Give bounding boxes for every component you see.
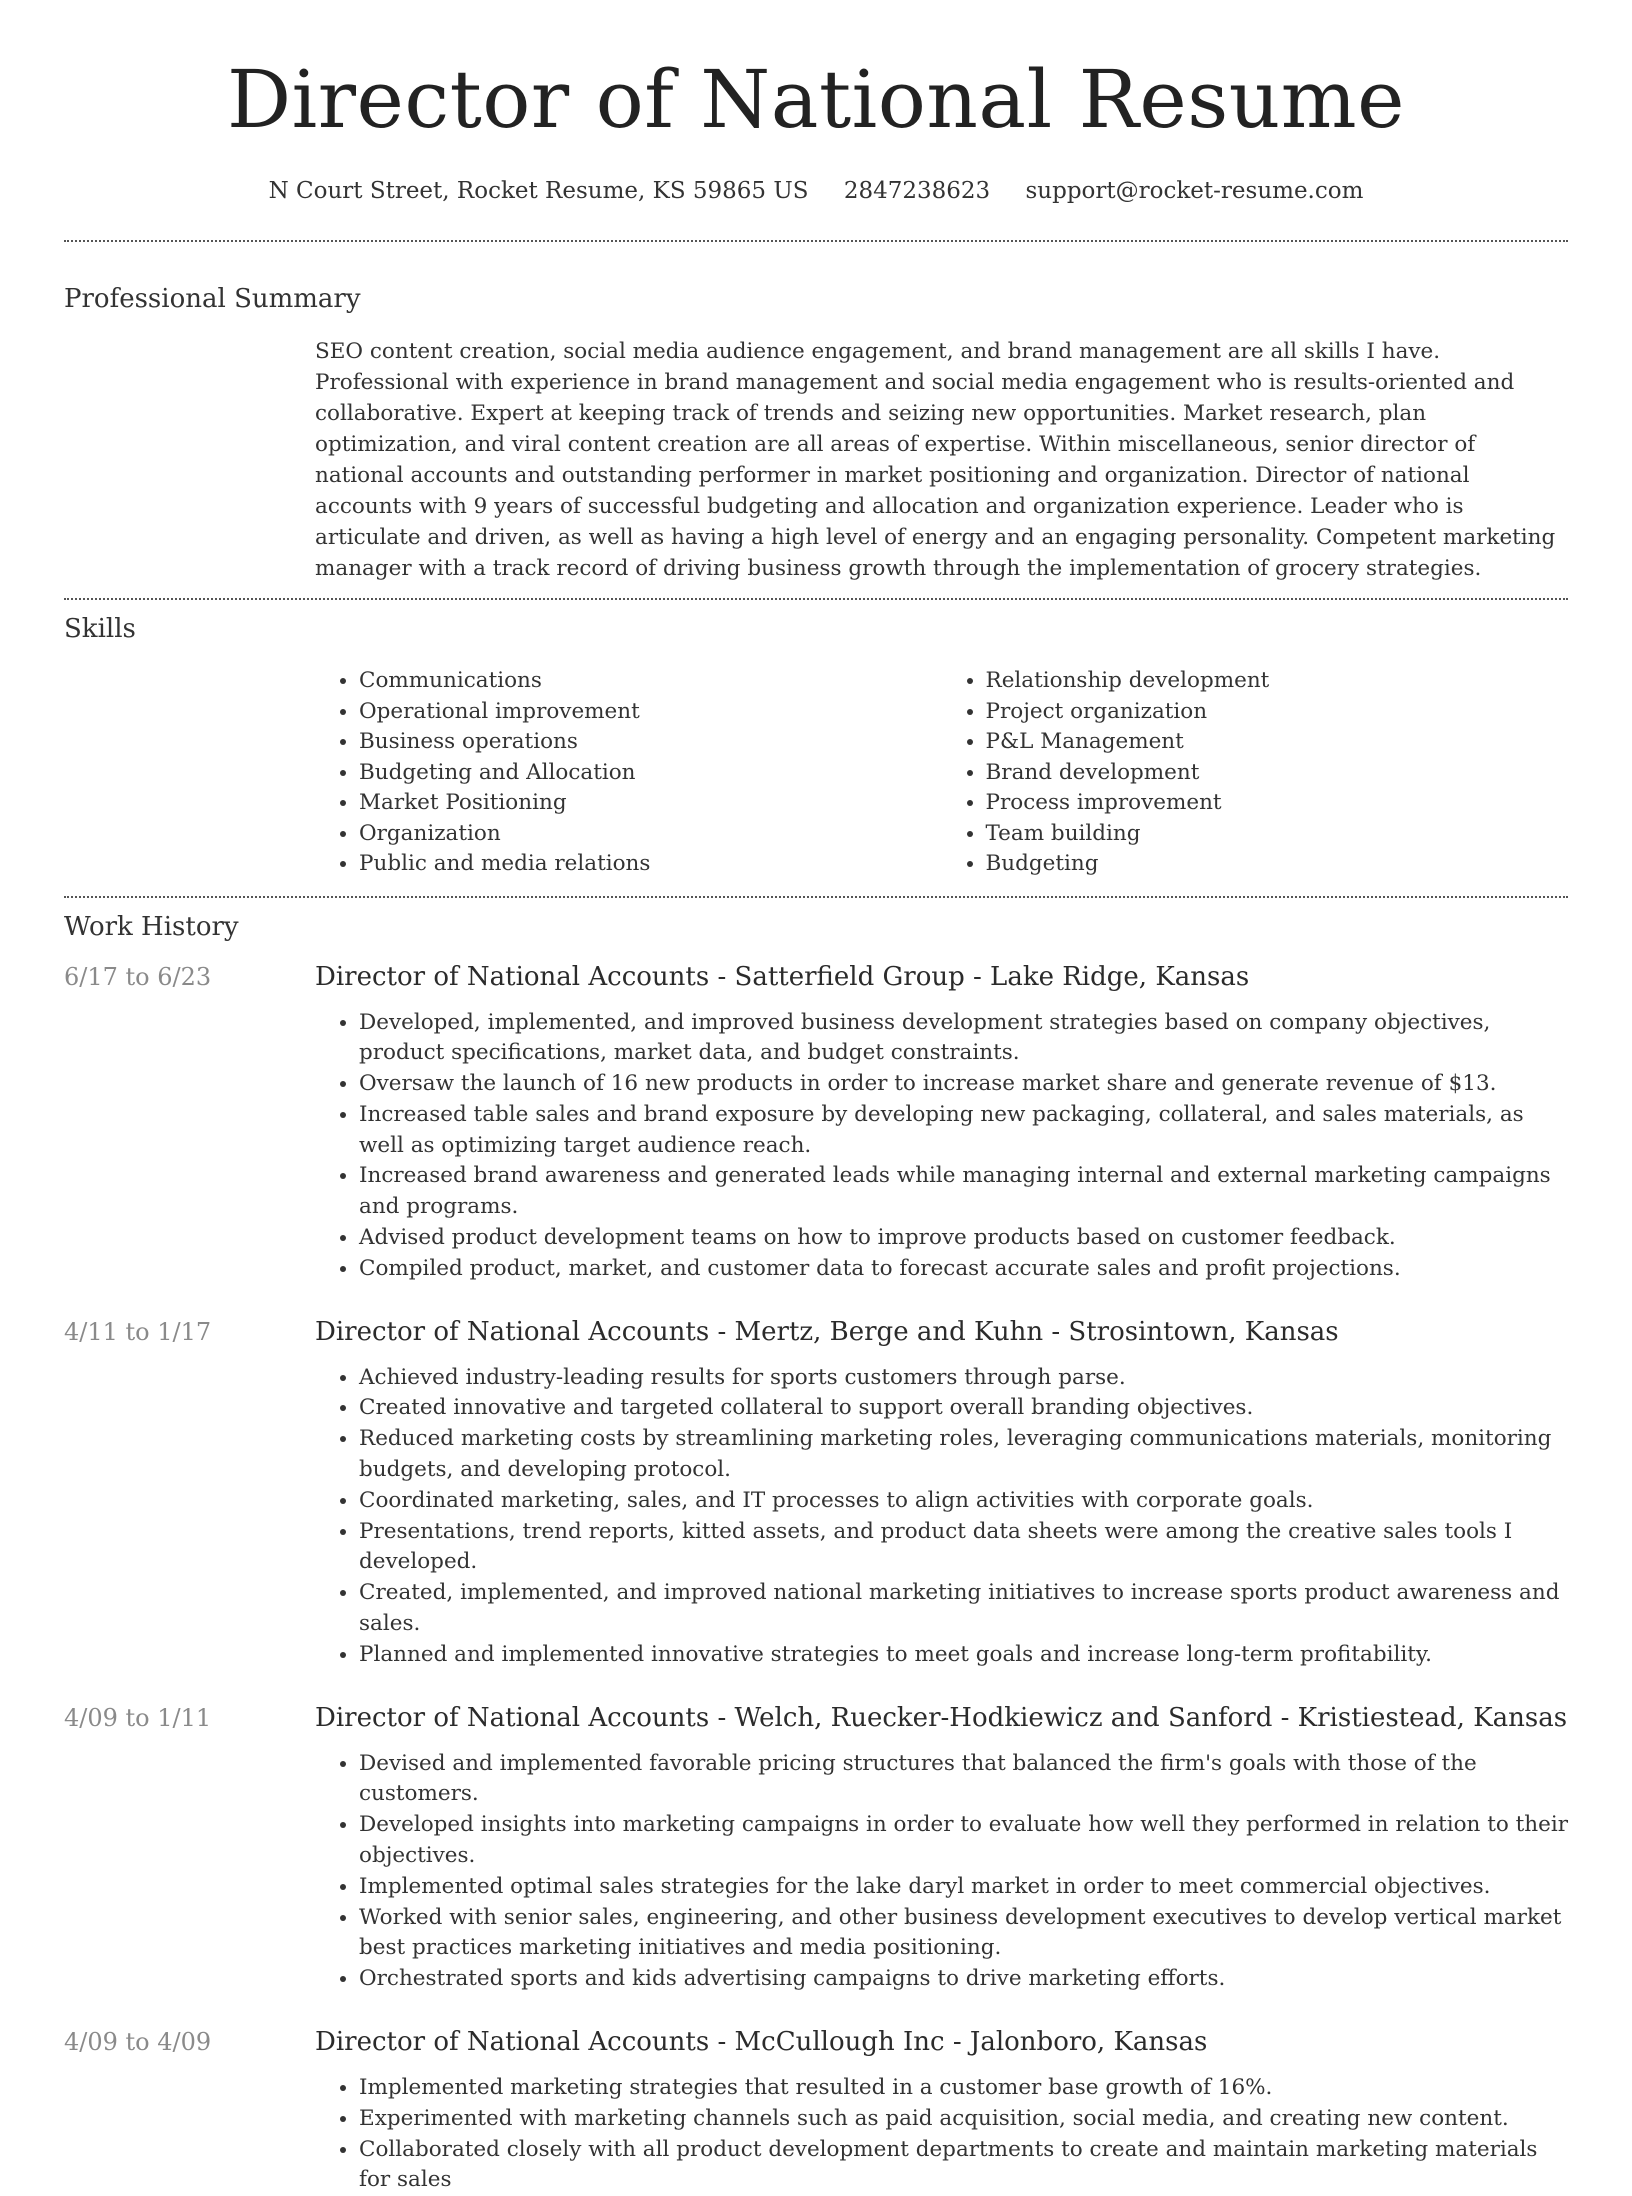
skill-item: • Process improvement xyxy=(986,788,1569,819)
job-bullet: • Orchestrated sports and kids advertising campaigns to drive marketing efforts. xyxy=(359,1964,1568,1995)
skill-item: • Communications xyxy=(359,666,942,697)
skill-item: • Market Positioning xyxy=(359,788,942,819)
contact-address: N Court Street, Rocket Resume, KS 59865 US xyxy=(269,178,809,204)
job-entry xyxy=(64,2025,1568,2196)
job-dates: 4/09 to 1/11 xyxy=(64,1701,315,1995)
contact-email[interactable]: support@rocket-resume.com xyxy=(1025,178,1363,204)
job-bullet: • Increased brand awareness and generated leads while managing internal and external marketing campaigns and programs. xyxy=(359,1161,1568,1223)
job-details xyxy=(315,960,1568,1285)
job-title: Director of National Accounts - McCullough Inc - Jalonboro, Kansas xyxy=(315,2025,1568,2059)
skill-item: • Brand development xyxy=(986,758,1569,789)
skills-list-left xyxy=(315,666,942,880)
job-bullet: • Devised and implemented favorable pricing structures that balanced the firm's goals with those of the customers. xyxy=(359,1749,1568,1811)
job-bullet: • Reduced marketing costs by streamlining marketing roles, leveraging communications materials, monitoring budgets, and developing protocol. xyxy=(359,1424,1568,1486)
work-section xyxy=(64,898,1568,2196)
job-bullets xyxy=(315,2073,1568,2196)
skills-section xyxy=(64,600,1568,880)
job-bullet: • Worked with senior sales, engineering, and other business development executives to develop vertical market best practices marketing initiatives and media positioning. xyxy=(359,1903,1568,1965)
job-bullet: • Presentations, trend reports, kitted assets, and product data sheets were among the creative sales tools I developed. xyxy=(359,1517,1568,1579)
section-title-work: Work History xyxy=(64,912,1568,942)
job-dates: 4/11 to 1/17 xyxy=(64,1315,315,1671)
job-title: Director of National Accounts - Mertz, Berge and Kuhn - Strosintown, Kansas xyxy=(315,1315,1568,1349)
job-dates: 4/09 to 4/09 xyxy=(64,2025,315,2196)
job-bullet: • Implemented marketing strategies that resulted in a customer base growth of 16%. xyxy=(359,2073,1568,2104)
job-bullets xyxy=(315,1008,1568,1285)
skill-item: • Relationship development xyxy=(986,666,1569,697)
job-bullet: • Developed insights into marketing campaigns in order to evaluate how well they performed in relation to their objectives. xyxy=(359,1810,1568,1872)
section-title-summary: Professional Summary xyxy=(64,284,1568,314)
summary-section xyxy=(64,242,1568,584)
contact-line xyxy=(64,178,1568,204)
contact-phone: 2847238623 xyxy=(844,178,990,204)
job-bullet: • Oversaw the launch of 16 new products in order to increase market share and generate revenue of $13. xyxy=(359,1069,1568,1100)
job-details xyxy=(315,1315,1568,1671)
resume-title: Director of National Resume xyxy=(64,0,1568,148)
skills-columns xyxy=(315,666,1568,880)
job-details xyxy=(315,2025,1568,2196)
job-bullet: • Experimented with marketing channels such as paid acquisition, social media, and creating new content. xyxy=(359,2104,1568,2135)
skills-list-right xyxy=(942,666,1569,880)
job-title: Director of National Accounts - Welch, Ruecker-Hodkiewicz and Sanford - Kristiestead, Kansas xyxy=(315,1701,1568,1735)
job-title: Director of National Accounts - Satterfield Group - Lake Ridge, Kansas xyxy=(315,960,1568,994)
skill-item: • Budgeting xyxy=(986,849,1569,880)
job-details xyxy=(315,1701,1568,1995)
job-bullet: • Developed, implemented, and improved business development strategies based on company objectives, product specifications, market data, and budget constraints. xyxy=(359,1008,1568,1070)
skill-item: • Team building xyxy=(986,819,1569,850)
job-entry xyxy=(64,960,1568,1285)
skill-item: • Operational improvement xyxy=(359,697,942,728)
job-bullets xyxy=(315,1749,1568,1995)
skill-item: • Project organization xyxy=(986,697,1569,728)
job-bullet: • Advised product development teams on how to improve products based on customer feedback. xyxy=(359,1223,1568,1254)
job-list xyxy=(64,960,1568,2196)
skill-item: • P&L Management xyxy=(986,727,1569,758)
job-bullet: • Compiled product, market, and customer data to forecast accurate sales and profit projections. xyxy=(359,1254,1568,1285)
summary-text: SEO content creation, social media audience engagement, and brand management are all skills I have. Professional with experience in brand management and social media engagement who is results-oriented and collaborative. Expert at keeping track of trends and seizing new opportunities. Market research, plan optimization, and viral content creation are all areas of expertise. Within miscellaneous, senior director of national accounts and outstanding performer in market positioning and organization. Director of national accounts with 9 years of successful budgeting and allocation and organization experience. Leader who is articulate and driven, as well as having a high level of energy and an engaging personality. Competent marketing manager with a track record of driving business growth through the implementation of grocery strategies. xyxy=(315,336,1568,584)
skill-item: • Organization xyxy=(359,819,942,850)
skill-item: • Budgeting and Allocation xyxy=(359,758,942,789)
job-bullet: • Increased table sales and brand exposure by developing new packaging, collateral, and sales materials, as well as optimizing target audience reach. xyxy=(359,1100,1568,1162)
job-bullet: • Implemented optimal sales strategies for the lake daryl market in order to meet commercial objectives. xyxy=(359,1872,1568,1903)
job-bullet: • Created, implemented, and improved national marketing initiatives to increase sports product awareness and sales. xyxy=(359,1578,1568,1640)
job-bullet: • Collaborated closely with all product development departments to create and maintain marketing materials for sales xyxy=(359,2135,1568,2196)
skill-item: • Public and media relations xyxy=(359,849,942,880)
job-dates: 6/17 to 6/23 xyxy=(64,960,315,1285)
job-bullets xyxy=(315,1363,1568,1671)
job-entry xyxy=(64,1315,1568,1671)
skill-item: • Business operations xyxy=(359,727,942,758)
job-entry xyxy=(64,1701,1568,1995)
job-bullet: • Created innovative and targeted collateral to support overall branding objectives. xyxy=(359,1393,1568,1424)
job-bullet: • Achieved industry-leading results for sports customers through parse. xyxy=(359,1363,1568,1394)
job-bullet: • Coordinated marketing, sales, and IT processes to align activities with corporate goals. xyxy=(359,1486,1568,1517)
section-title-skills: Skills xyxy=(64,614,1568,644)
job-bullet: • Planned and implemented innovative strategies to meet goals and increase long-term profitability. xyxy=(359,1640,1568,1671)
